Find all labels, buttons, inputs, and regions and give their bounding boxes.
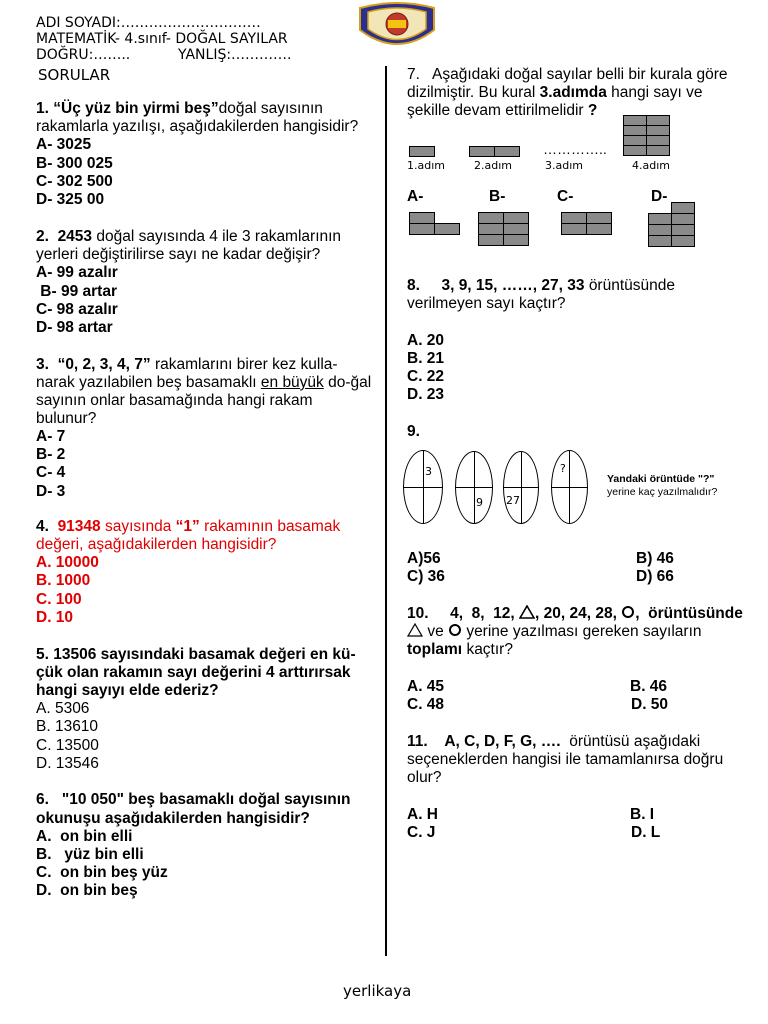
q1-line1: 1. “Üç yüz bin yirmi beş”doğal sayısının: [36, 100, 323, 117]
q9-oval-1-value: 3: [425, 465, 432, 478]
footer-author: yerlikaya: [343, 982, 412, 1000]
q7-line1: 7. Aşağıdaki doğal sayılar belli bir kurala göre: [407, 66, 728, 83]
q3-option-a[interactable]: A- 7: [36, 428, 66, 445]
q8-option-b[interactable]: B. 21: [407, 350, 445, 367]
q5-option-a[interactable]: A. 5306: [36, 700, 90, 717]
q10-option-b[interactable]: B. 46: [630, 678, 668, 695]
q6-option-a[interactable]: A. on bin elli: [36, 828, 133, 845]
q7-step3-label: 3.adım: [545, 159, 583, 172]
q9-option-c[interactable]: C) 36: [407, 568, 445, 585]
q8-option-c[interactable]: C. 22: [407, 368, 445, 385]
q2-option-a[interactable]: A- 99 azalır: [36, 264, 118, 281]
q3-line3: sayının onlar basamağında hangi rakam: [36, 392, 313, 409]
q2-line2: yerleri değiştirilirse sayı ne kadar değişir?: [36, 246, 321, 263]
q7-step1-label: 1.adım: [407, 159, 445, 172]
q6-line2: okunuşu aşağıdakilerden hangisidir?: [36, 810, 310, 827]
triangle-icon: [407, 623, 423, 637]
q9-note-line1: Yandaki örüntüde "?": [607, 473, 715, 485]
circle-icon: [621, 605, 635, 619]
column-divider: [385, 66, 387, 956]
q2-line1: 2. 2453 doğal sayısında 4 ile 3 rakamlarının: [36, 228, 342, 245]
q9-option-d[interactable]: D) 66: [636, 568, 674, 585]
q5-line3: hangi sayıyı elde ederiz?: [36, 682, 219, 699]
q5-line1: 5. 13506 sayısındaki basamak değeri en kü-: [36, 646, 356, 663]
q11-option-b[interactable]: B. I: [630, 806, 655, 823]
q1-option-c[interactable]: C- 302 500: [36, 173, 113, 190]
wrong-label: YANLIŞ:………….: [178, 47, 292, 63]
q10-line2: ve yerine yazılması gereken sayıların: [407, 623, 702, 641]
q9-option-b[interactable]: B) 46: [636, 550, 674, 567]
q7-line3: şekille devam ettirilmelidir ?: [407, 102, 598, 119]
q7-option-b[interactable]: B-: [489, 188, 506, 205]
subject-line: MATEMATİK- 4.sınıf- DOĞAL SAYILAR: [36, 31, 288, 47]
q10-option-d[interactable]: D. 50: [631, 696, 669, 713]
q10-option-c[interactable]: C. 48: [407, 696, 445, 713]
q11-line2: seçeneklerden hangisi ile tamamlanırsa doğru: [407, 751, 724, 768]
q8-line1: 8. 3, 9, 15, ……, 27, 33 örüntüsünde: [407, 277, 675, 294]
name-line: ADI SOYADI:…………………………: [36, 15, 261, 31]
q6-option-b[interactable]: B. yüz bin elli: [36, 846, 144, 863]
q11-line1: 11. A, C, D, F, G, …. örüntüsü aşağıdaki: [407, 733, 701, 750]
q10-line1: 10. 4, 8, 12, , 20, 24, 28, , örüntüsünde: [407, 605, 743, 622]
q7-step2-label: 2.adım: [474, 159, 512, 172]
section-title: SORULAR: [38, 66, 111, 84]
q4-line1: 4. 91348 sayısında “1” rakamının basamak: [36, 518, 341, 535]
q8-option-d[interactable]: D. 23: [407, 386, 445, 403]
q6-line1: 6. "10 050" beş basamaklı doğal sayısının: [36, 791, 351, 808]
q2-option-d[interactable]: D- 98 artar: [36, 319, 113, 336]
q6-option-c[interactable]: C. on bin beş yüz: [36, 864, 168, 881]
q1-line2: rakamlarla yazılışı, aşağıdakilerden hangisidir?: [36, 118, 359, 135]
q9-oval-4-value: ?: [560, 462, 566, 475]
q3-option-d[interactable]: D- 3: [36, 483, 66, 500]
q3-option-c[interactable]: C- 4: [36, 464, 66, 481]
q10-line3: toplamı kaçtır?: [407, 641, 513, 658]
q4-line2: değeri, aşağıdakilerden hangisidir?: [36, 536, 277, 553]
school-logo: [354, 2, 440, 54]
q2-option-c[interactable]: C- 98 azalır: [36, 301, 118, 318]
q7-option-a[interactable]: A-: [407, 188, 424, 205]
q5-option-c[interactable]: C. 13500: [36, 737, 99, 754]
q3-option-b[interactable]: B- 2: [36, 446, 66, 463]
q9-oval-3-value: 27: [506, 494, 520, 507]
q8-option-a[interactable]: A. 20: [407, 332, 445, 349]
q7-option-c[interactable]: C-: [557, 188, 574, 205]
q2-option-b[interactable]: B- 99 artar: [36, 283, 117, 300]
q7-line2: dizilmiştir. Bu kural 3.adımda hangi sayı ve: [407, 84, 703, 101]
q7-option-d[interactable]: D-: [651, 188, 668, 205]
correct-label: DOĞRU:……..: [36, 47, 131, 63]
q4-option-a[interactable]: A. 10000: [36, 554, 99, 571]
q7-dots: …………..: [543, 141, 607, 157]
q5-option-d[interactable]: D. 13546: [36, 755, 99, 772]
q1-option-b[interactable]: B- 300 025: [36, 155, 113, 172]
q11-line3: olur?: [407, 769, 442, 786]
triangle-icon: [519, 605, 535, 619]
q3-line4: bulunur?: [36, 410, 97, 427]
circle-icon: [448, 623, 462, 637]
q9-note-line2: yerine kaç yazılmalıdır?: [607, 486, 718, 498]
q4-option-b[interactable]: B. 1000: [36, 572, 91, 589]
q5-line2: çük olan rakamın sayı değerini 4 arttırırsak: [36, 664, 351, 681]
q4-option-d[interactable]: D. 10: [36, 609, 74, 626]
q11-option-d[interactable]: D. L: [631, 824, 661, 841]
q3-line2: narak yazılabilen beş basamaklı en büyük do-ğal: [36, 374, 372, 391]
q9-option-a[interactable]: A)56: [407, 550, 441, 567]
q1-option-d[interactable]: D- 325 00: [36, 191, 105, 208]
q3-line1: 3. “0, 2, 3, 4, 7” rakamlarını birer kez kulla-: [36, 356, 338, 373]
q11-option-c[interactable]: C. J: [407, 824, 436, 841]
q1-option-a[interactable]: A- 3025: [36, 136, 92, 153]
q9-oval-2-value: 9: [476, 496, 483, 509]
q6-option-d[interactable]: D. on bin beş: [36, 882, 138, 899]
q4-option-c[interactable]: C. 100: [36, 591, 82, 608]
q11-option-a[interactable]: A. H: [407, 806, 438, 823]
q10-option-a[interactable]: A. 45: [407, 678, 445, 695]
q5-option-b[interactable]: B. 13610: [36, 718, 99, 735]
q8-line2: verilmeyen sayı kaçtır?: [407, 295, 566, 312]
q9-number: 9.: [407, 423, 420, 440]
q7-step4-label: 4.adım: [632, 159, 670, 172]
